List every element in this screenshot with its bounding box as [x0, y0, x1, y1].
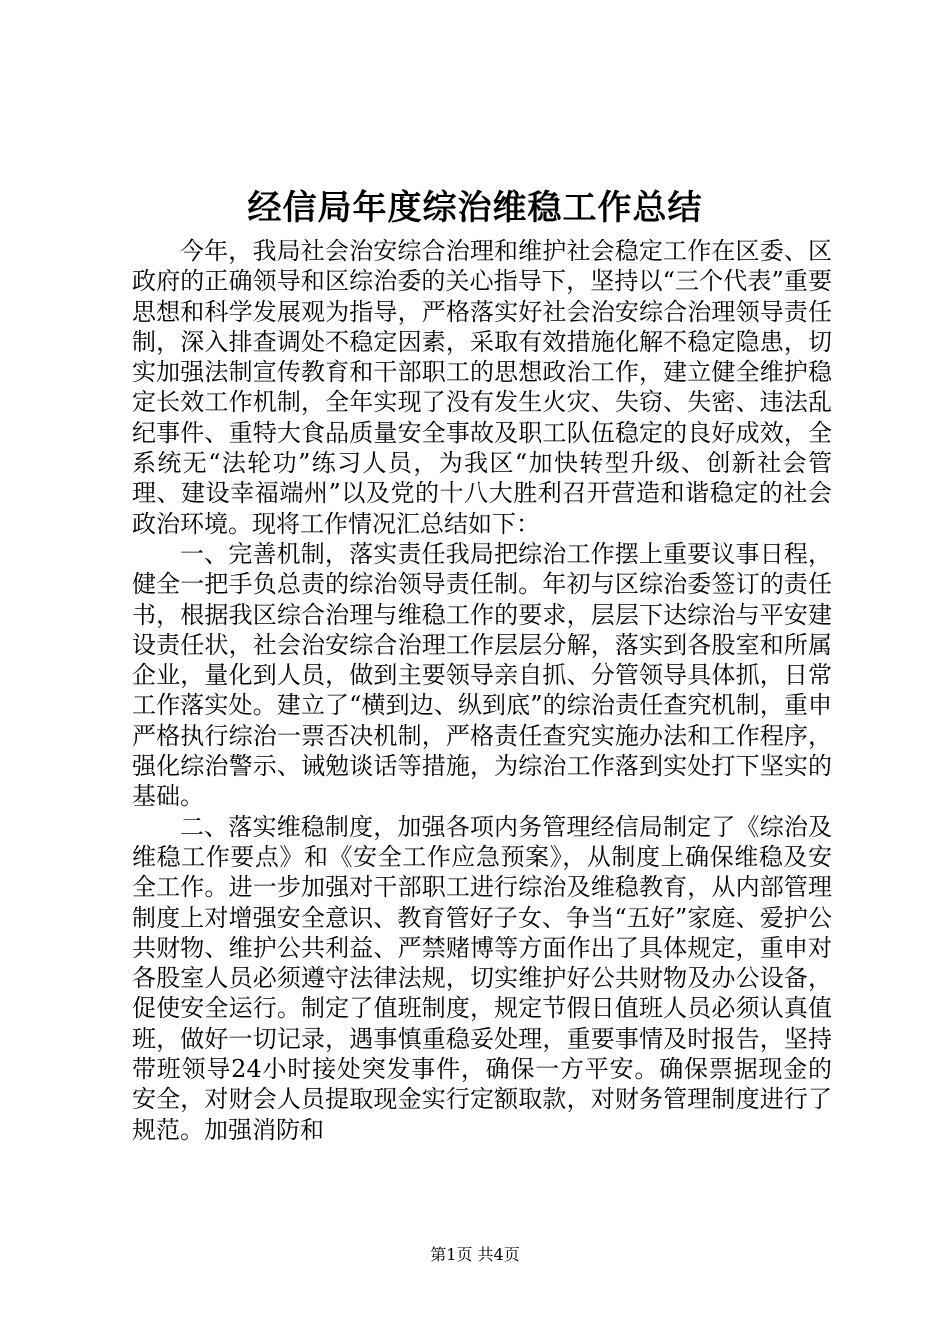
page-number-footer: 第1页 共4页	[430, 1245, 520, 1264]
paragraph-section-1: 一、完善机制，落实责任我局把综治工作摆上重要议事日程，健全一把手负总责的综治领导责任制。年初与区综治委签订的责任书，根据我区综合治理与维稳工作的要求，层层下达综治与平安建设责任状，社会治安综合治理工作层层分解，落实到各股室和所属企业，量化到人员，做到主要领导亲自抓、分管领导具体抓，日常工作落实处。建立了“横到边、纵到底”的综治责任查究机制，重申严格执行综治一票否决机制，严格责任查究实施办法和工作程序，强化综治警示、诫勉谈话等措施，为综治工作落到实处打下坚实的基础。	[132, 539, 832, 811]
paragraph-intro: 今年，我局社会治安综合治理和维护社会稳定工作在区委、区政府的正确领导和区综治委的关心指导下，坚持以“三个代表”重要思想和科学发展观为指导，严格落实好社会治安综合治理领导责任制，深入排查调处不稳定因素，采取有效措施化解不稳定隐患，切实加强法制宣传教育和干部职工的思想政治工作，建立健全维护稳定长效工作机制，全年实现了没有发生火灾、失窃、失密、违法乱纪事件、重特大食品质量安全事故及职工队伍稳定的良好成效，全系统无“法轮功”练习人员，为我区“加快转型升级、创新社会管理、建设幸福端州”以及党的十八大胜利召开营造和谐稳定的社会政治环境。现将工作情况汇总结如下：	[132, 237, 832, 538]
document-title: 经信局年度综治维稳工作总结	[247, 188, 703, 228]
paragraph-section-2: 二、落实维稳制度，加强各项内务管理经信局制定了《综治及维稳工作要点》和《安全工作应急预案》，从制度上确保维稳及安全工作。进一步加强对干部职工进行综治及维稳教育，从内部管理制度上对增强安全意识、教育管好子女、争当“五好”家庭、爱护公共财物、维护公共利益、严禁赌博等方面作出了具体规定，重申对各股室人员必须遵守法律法规，切实维护好公共财物及办公设备，促使安全运行。制定了值班制度，规定节假日值班人员必须认真值班，做好一切记录，遇事慎重稳妥处理，重要事情及时报告，坚持带班领导24小时接处突发事件，确保一方平安。确保票据现金的安全，对财会人员提取现金实行定额取款，对财务管理制度进行了规范。加强消防和	[132, 812, 832, 1144]
document-body	[132, 236, 832, 1145]
